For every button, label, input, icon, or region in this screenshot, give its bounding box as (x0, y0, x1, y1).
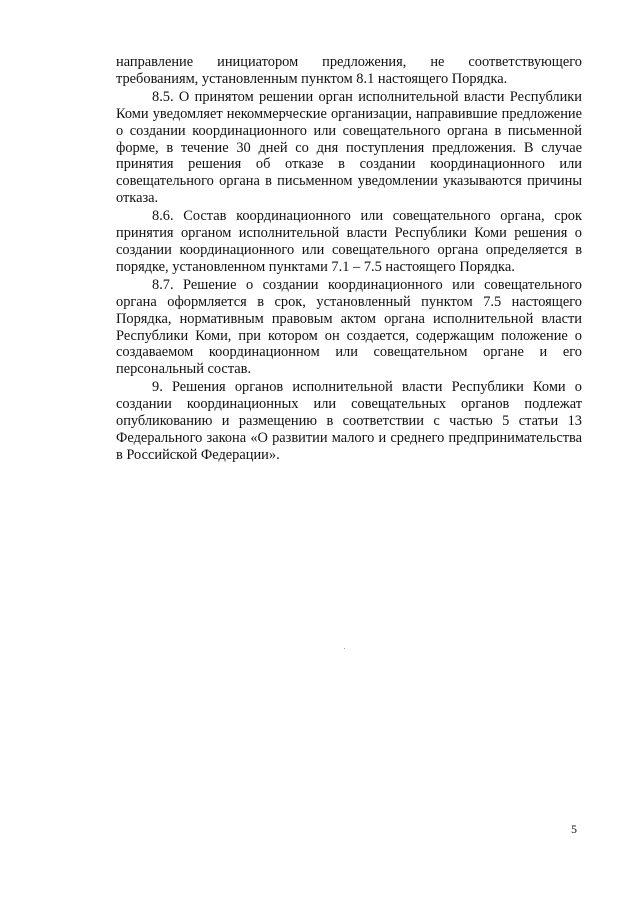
paragraph-9: 9. Решения органов исполнительной власти Республики Коми о создании координационных или совещательных органов подлежат опубликованию и размещению в соответствии с частью 5 статьи 13 Федерального закона «О развитии малого и среднего предпринимательства в Российской Федерации». (116, 379, 582, 463)
paragraph-8-6: 8.6. Состав координационного или совещательного органа, срок принятия органом исполнительной власти Республики Коми решения о создании координационного или совещательного органа определяется в порядке, установленном пунктами 7.1 – 7.5 настоящего Порядка. (116, 208, 582, 275)
paragraph-continuation: направление инициатором предложения, не соответствующего требованиям, установленным пунктом 8.1 настоящего Порядка. (116, 54, 582, 87)
page-number: 5 (571, 822, 577, 836)
scan-speck (344, 648, 345, 649)
document-body (116, 54, 582, 465)
paragraph-8-5: 8.5. О принятом решении орган исполнительной власти Республики Коми уведомляет некоммерческие организации, направившие предложение о создании координационного или совещательного органа в письменной форме, в течение 30 дней со дня поступления предложения. В случае принятия решения об отказе в создании координационного или совещательного органа в письменном уведомлении указываются причины отказа. (116, 88, 582, 207)
paragraph-8-7: 8.7. Решение о создании координационного или совещательного органа оформляется в срок, установленный пунктом 7.5 настоящего Порядка, нормативным правовым актом органа исполнительной власти Республики Коми, при котором он создается, содержащим положение о создаваемом координационном или совещательном органе и его персональный состав. (116, 276, 582, 378)
